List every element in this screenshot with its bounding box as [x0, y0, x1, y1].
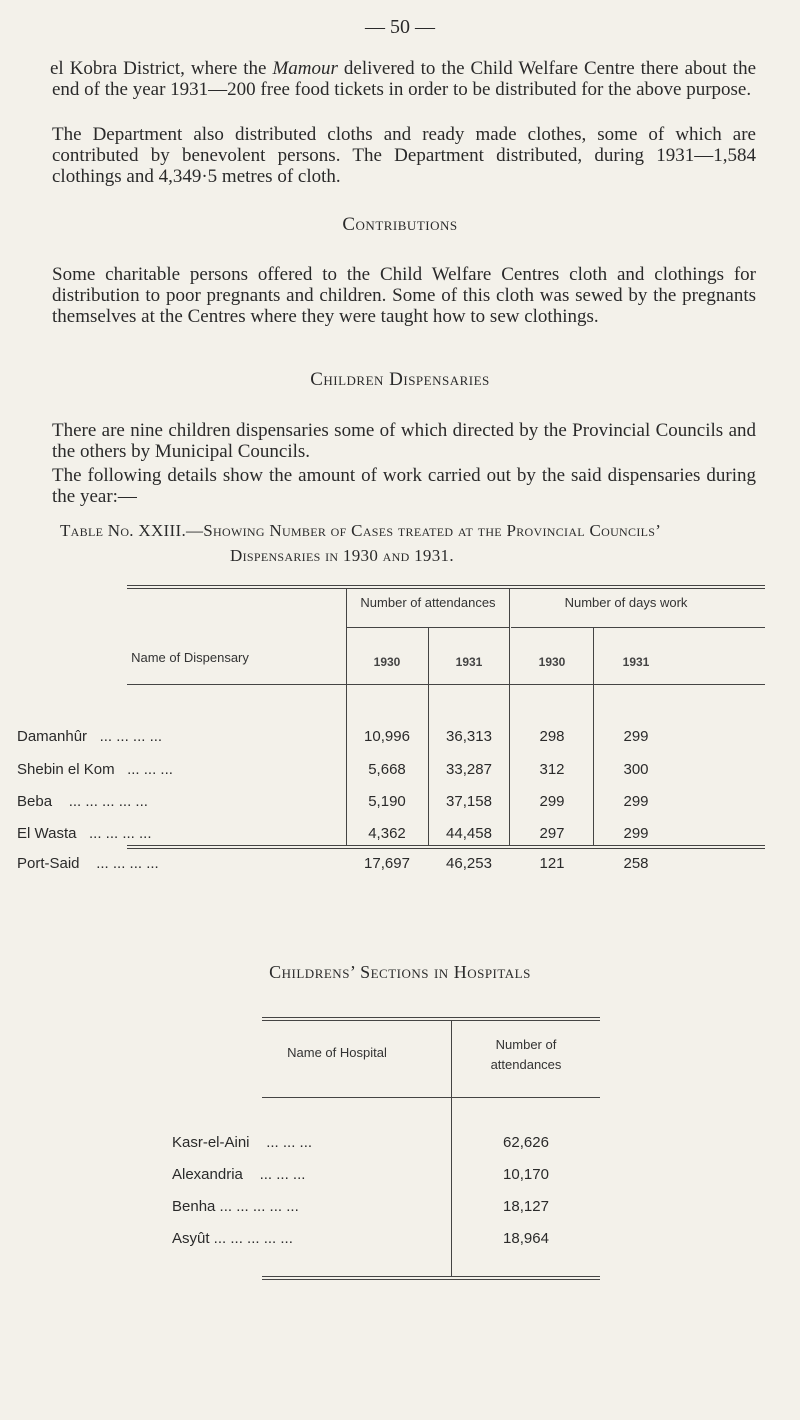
list-item: Kasr-el-Aini ... ... ...: [172, 1134, 313, 1151]
table-row-name: Shebin el Kom ... ... ...: [17, 761, 173, 778]
table1-year-1930-days: 1930: [538, 655, 566, 669]
table-cell: 10,996: [364, 728, 410, 745]
table1-year-1931-days: 1931: [622, 655, 650, 669]
table1-bottom-rule-2: [127, 848, 765, 849]
table-cell: 17,697: [364, 855, 410, 872]
table2-bottom-rule-2: [262, 1279, 600, 1280]
table1-year-1930-att: 1930: [373, 655, 401, 669]
table-cell: 258: [623, 855, 649, 872]
list-item: Alexandria ... ... ...: [172, 1166, 306, 1183]
table-row-name: Damanhûr ... ... ... ...: [17, 728, 163, 745]
table1-top-rule: [127, 585, 765, 586]
dispensaries-heading: Children Dispensaries: [310, 369, 490, 390]
table2-header-name: Name of Hospital: [287, 1045, 387, 1060]
table1-bottom-rule: [127, 845, 765, 846]
table-cell: 299: [623, 825, 649, 842]
paragraph-kobra: el Kobra District, where the Mamour delivered to the Child Welfare Centre there about the end of the year 1931—200 free food tickets in order to be distributed for the above purpose.: [50, 58, 756, 100]
paragraph-clothes: The Department also distributed cloths and ready made clothes, some of which are contributed by benevolent persons. The Department distributed, during 1931—1,584 clothings and 4,349·5 metres of cloth.: [52, 124, 756, 187]
contributions-heading: Contributions: [342, 214, 458, 235]
table-cell: 312: [539, 761, 565, 778]
table-cell: 33,287: [446, 761, 492, 778]
list-item: Benha ... ... ... ... ...: [172, 1198, 299, 1215]
table-cell: 62,626: [503, 1134, 549, 1151]
dispensaries-intro: There are nine children dispensaries some of which directed by the Provincial Councils and the others by Municipal Councils.: [52, 420, 756, 462]
hospitals-heading: Childrens’ Sections in Hospitals: [269, 962, 531, 982]
dispensaries-details-intro: The following details show the amount of work carried out by the said dispensaries during the year:—: [52, 465, 756, 507]
list-item: Asyût ... ... ... ... ...: [172, 1230, 293, 1247]
table2-top-rule: [262, 1017, 600, 1018]
table-cell: 121: [539, 855, 565, 872]
table1-header-rule: [127, 684, 765, 685]
table-cell: 37,158: [446, 793, 492, 810]
table1-header-name: Name of Dispensary: [131, 650, 249, 665]
table1-caption: [60, 518, 760, 568]
table-cell: 300: [623, 761, 649, 778]
table-cell: 46,253: [446, 855, 492, 872]
dispensaries-table: [17, 585, 765, 850]
table-cell: 18,127: [503, 1198, 549, 1215]
table-cell: 298: [539, 728, 565, 745]
table-row-name: El Wasta ... ... ... ...: [17, 825, 152, 842]
table-row-name: Beba ... ... ... ... ...: [17, 793, 148, 810]
page-number: — 50 —: [365, 16, 435, 38]
table1-caption-line2: Dispensaries in 1930 and 1931.: [230, 546, 454, 565]
table2-top-rule-2: [262, 1020, 600, 1021]
table1-days-rule: [511, 627, 765, 628]
hospitals-table: [172, 1017, 600, 1280]
table-cell: 5,668: [368, 761, 406, 778]
table-cell: 299: [539, 793, 565, 810]
table-cell: 44,458: [446, 825, 492, 842]
table-row-name: Port-Said ... ... ... ...: [17, 855, 159, 872]
mamour-term: Mamour: [272, 58, 338, 79]
table-cell: 18,964: [503, 1230, 549, 1247]
table-cell: 299: [623, 793, 649, 810]
table2-header-line1: Number of: [495, 1037, 557, 1052]
table1-top-rule-2: [127, 588, 765, 589]
table1-caption-line1: Table No. XXIII.—Showing Number of Cases treated at the Provincial Councils’: [60, 521, 662, 540]
table1-year-1931-att: 1931: [455, 655, 483, 669]
table-cell: 297: [539, 825, 565, 842]
table1-vline-3: [509, 588, 510, 845]
table-cell: 4,362: [368, 825, 406, 842]
table-cell: 299: [623, 728, 649, 745]
table1-header-attendances: Number of attendances: [360, 595, 496, 610]
table-cell: 5,190: [368, 793, 406, 810]
table1-header-days: Number of days work: [564, 595, 688, 610]
table2-bottom-rule: [262, 1276, 600, 1277]
table2-header-attendances: [452, 1035, 600, 1075]
table1-vline-4: [593, 627, 594, 845]
table-cell: 36,313: [446, 728, 492, 745]
table-cell: 10,170: [503, 1166, 549, 1183]
table2-header-rule: [262, 1097, 600, 1098]
table2-header-line2: attendances: [490, 1057, 562, 1072]
contributions-text: Some charitable persons offered to the Child Welfare Centres cloth and clothings for distribution to poor pregnants and children. Some of this cloth was sewed by the pregnants themselves at the Centres where they were taught how to sew clothings.: [52, 264, 756, 327]
